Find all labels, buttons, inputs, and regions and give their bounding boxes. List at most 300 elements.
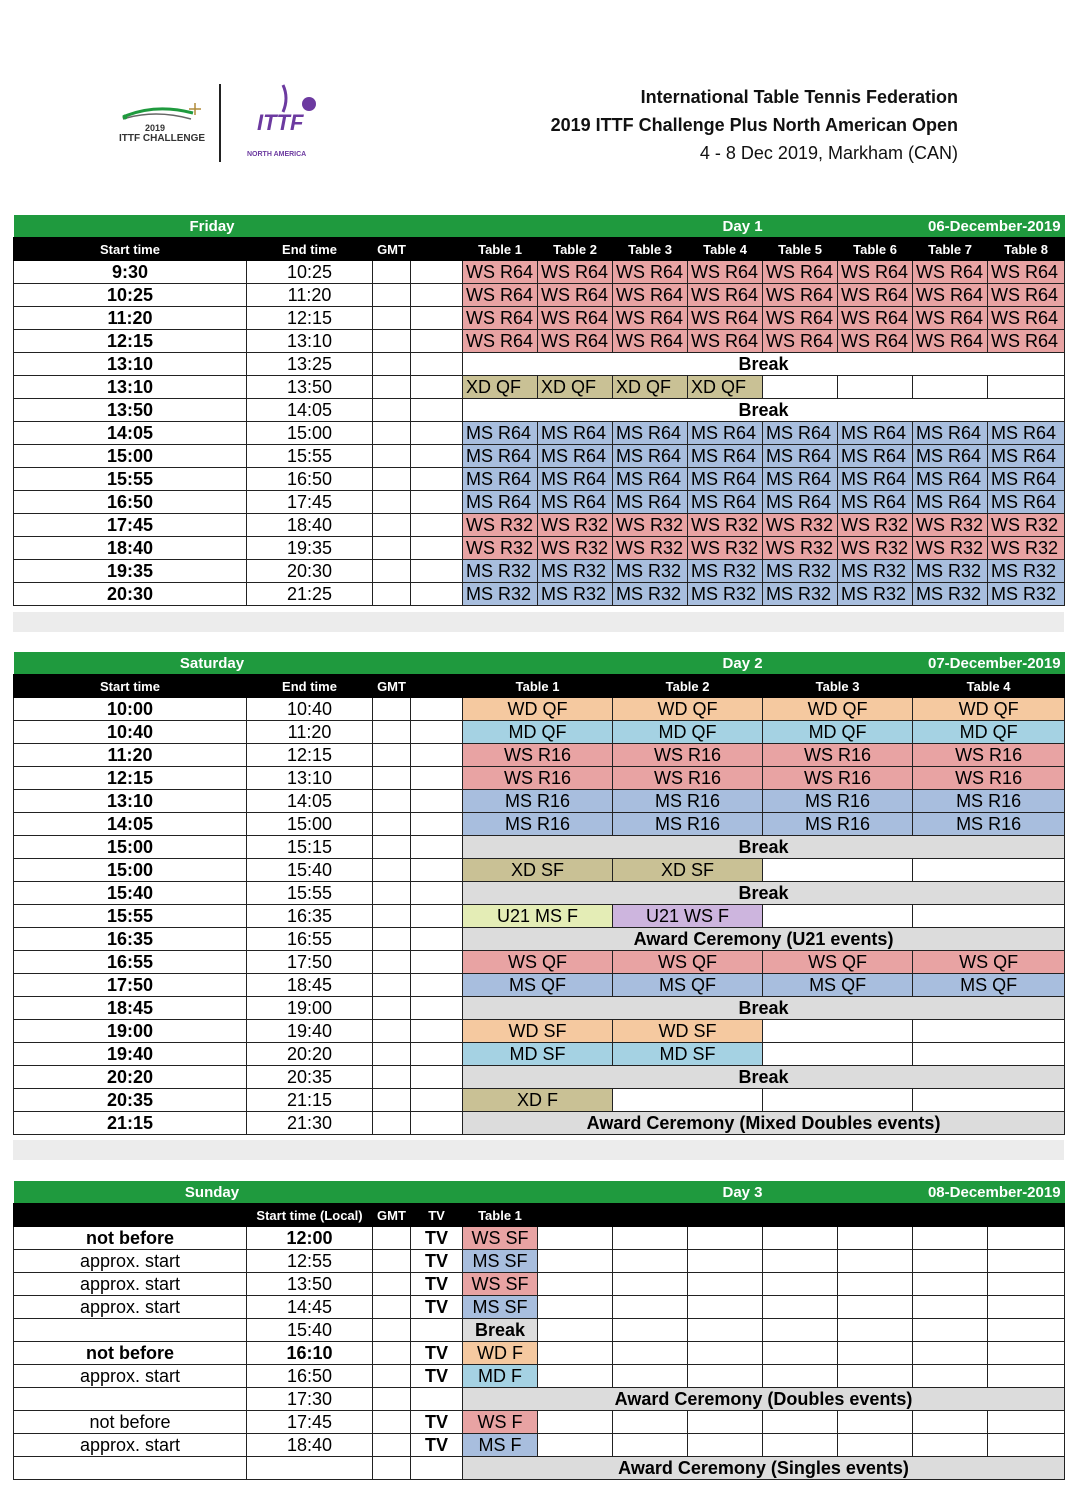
match-cell: MS SF xyxy=(463,1250,538,1273)
column-header xyxy=(913,1204,988,1227)
gmt-cell xyxy=(373,974,411,997)
start-time: 13:10 xyxy=(14,353,247,376)
column-header-row xyxy=(14,238,1065,261)
start-time: 13:10 xyxy=(14,790,247,813)
gmt-cell xyxy=(373,514,411,537)
schedule-row xyxy=(14,399,1065,422)
match-cell: WS R64 xyxy=(913,261,988,284)
column-header xyxy=(538,1204,613,1227)
schedule-row xyxy=(14,1043,1065,1066)
schedule-row xyxy=(14,1250,1065,1273)
empty-cell xyxy=(763,1020,913,1043)
end-time: 15:55 xyxy=(247,882,373,905)
empty-cell xyxy=(913,1250,988,1273)
empty-cell xyxy=(838,1365,913,1388)
blank-cell xyxy=(411,560,463,583)
match-cell: WS R64 xyxy=(838,330,913,353)
break-label: Award Ceremony (Mixed Doubles events) xyxy=(463,1112,1065,1135)
schedule-row xyxy=(14,353,1065,376)
match-cell: MS R64 xyxy=(763,468,838,491)
empty-cell xyxy=(913,1089,1065,1112)
gmt-cell xyxy=(373,790,411,813)
day-date: 08-December-2019 xyxy=(763,1181,1065,1204)
empty-cell xyxy=(538,1434,613,1457)
match-cell: MD QF xyxy=(463,721,613,744)
blank-cell xyxy=(411,813,463,836)
blank-cell xyxy=(411,330,463,353)
match-cell: MS R32 xyxy=(988,560,1065,583)
match-cell: WS R64 xyxy=(613,261,688,284)
column-header: Table 3 xyxy=(763,675,913,698)
match-cell: MS R32 xyxy=(538,583,613,606)
match-cell: MS R64 xyxy=(463,445,538,468)
empty-cell xyxy=(913,376,988,399)
blank-cell xyxy=(411,307,463,330)
schedule-row xyxy=(14,1342,1065,1365)
end-time: 13:10 xyxy=(247,767,373,790)
empty-cell xyxy=(988,1342,1065,1365)
match-cell: WS R32 xyxy=(613,514,688,537)
start-time: approx. start xyxy=(14,1434,247,1457)
match-cell: WS R64 xyxy=(688,261,763,284)
end-time: 14:05 xyxy=(247,790,373,813)
column-header-row xyxy=(14,675,1065,698)
gmt-cell xyxy=(373,1388,411,1411)
empty-cell xyxy=(613,1342,688,1365)
match-cell: MS R64 xyxy=(838,491,913,514)
schedule-row xyxy=(14,537,1065,560)
end-time: 12:55 xyxy=(247,1250,373,1273)
empty-cell xyxy=(613,1250,688,1273)
schedule-row xyxy=(14,1066,1065,1089)
end-time: 15:40 xyxy=(247,1319,373,1342)
blank-cell xyxy=(411,1043,463,1066)
blank-cell xyxy=(411,790,463,813)
match-cell: MD SF xyxy=(613,1043,763,1066)
match-cell: MS R32 xyxy=(913,560,988,583)
match-cell: MS R64 xyxy=(838,468,913,491)
gmt-cell xyxy=(373,399,411,422)
end-time: 16:10 xyxy=(247,1342,373,1365)
column-header xyxy=(988,1204,1065,1227)
match-cell: MS R32 xyxy=(763,583,838,606)
empty-cell xyxy=(838,1319,913,1342)
match-cell: WS R64 xyxy=(463,261,538,284)
break-label: Break xyxy=(463,399,1065,422)
match-cell: MS R16 xyxy=(913,813,1065,836)
empty-cell xyxy=(538,1296,613,1319)
end-time: 10:40 xyxy=(247,698,373,721)
start-time: 14:05 xyxy=(14,813,247,836)
blank-cell xyxy=(411,767,463,790)
match-cell: MS R64 xyxy=(763,445,838,468)
start-time: 20:20 xyxy=(14,1066,247,1089)
blank-cell xyxy=(411,1089,463,1112)
schedule-row xyxy=(14,997,1065,1020)
empty-cell xyxy=(763,1434,838,1457)
start-time: 10:00 xyxy=(14,698,247,721)
gmt-cell xyxy=(373,1365,411,1388)
match-cell: WS R64 xyxy=(838,284,913,307)
start-time: not before xyxy=(14,1227,247,1250)
gmt-cell xyxy=(373,1319,411,1342)
match-cell: WS SF xyxy=(463,1273,538,1296)
tv-flag xyxy=(411,1457,463,1480)
tv-flag: TV xyxy=(411,1227,463,1250)
gmt-cell xyxy=(373,1457,411,1480)
match-cell: MS R32 xyxy=(838,583,913,606)
match-cell: MS R32 xyxy=(763,560,838,583)
tv-flag: TV xyxy=(411,1342,463,1365)
match-cell: WS R32 xyxy=(763,537,838,560)
gmt-cell xyxy=(373,468,411,491)
match-cell: XD F xyxy=(463,1089,613,1112)
schedule-row xyxy=(14,284,1065,307)
match-cell: MS R32 xyxy=(913,583,988,606)
schedule-row xyxy=(14,974,1065,997)
start-time: 10:40 xyxy=(14,721,247,744)
match-cell: WD SF xyxy=(463,1020,613,1043)
column-header: GMT xyxy=(373,238,411,261)
match-cell: MS R16 xyxy=(763,813,913,836)
day-date: 07-December-2019 xyxy=(763,652,1065,675)
blank-cell xyxy=(411,284,463,307)
schedule-row xyxy=(14,1296,1065,1319)
gmt-cell xyxy=(373,1273,411,1296)
empty-cell xyxy=(763,1365,838,1388)
empty-cell xyxy=(538,1411,613,1434)
end-time: 16:50 xyxy=(247,468,373,491)
blank-cell xyxy=(411,537,463,560)
match-cell: WS R32 xyxy=(988,537,1065,560)
match-cell: WS R32 xyxy=(538,514,613,537)
start-time: 17:45 xyxy=(14,514,247,537)
match-cell: MS R64 xyxy=(613,491,688,514)
blank-cell xyxy=(411,951,463,974)
match-cell: MD SF xyxy=(463,1043,613,1066)
start-time: 19:00 xyxy=(14,1020,247,1043)
match-cell: WS R32 xyxy=(988,514,1065,537)
start-time xyxy=(14,1457,247,1480)
end-time: 18:45 xyxy=(247,974,373,997)
match-cell: WS QF xyxy=(613,951,763,974)
day-number: Day 3 xyxy=(463,1181,763,1204)
gmt-cell xyxy=(373,744,411,767)
schedule-row xyxy=(14,1411,1065,1434)
match-cell: XD QF xyxy=(538,376,613,399)
empty-cell xyxy=(988,1319,1065,1342)
match-cell: WS R64 xyxy=(913,307,988,330)
logo-right-main: ITTF xyxy=(257,110,304,135)
break-label: Break xyxy=(463,1319,538,1342)
empty-cell xyxy=(838,1434,913,1457)
match-cell: MS QF xyxy=(913,974,1065,997)
empty-cell xyxy=(688,1342,763,1365)
match-cell: WS R64 xyxy=(613,284,688,307)
blank-cell xyxy=(411,882,463,905)
schedule-day-1 xyxy=(13,215,1065,606)
schedule-row xyxy=(14,859,1065,882)
break-label: Break xyxy=(463,997,1065,1020)
end-time: 18:40 xyxy=(247,1434,373,1457)
gmt-cell xyxy=(373,307,411,330)
gmt-cell xyxy=(373,1020,411,1043)
schedule-row xyxy=(14,445,1065,468)
match-cell: MS R64 xyxy=(838,422,913,445)
match-cell: WS R64 xyxy=(538,307,613,330)
match-cell: XD QF xyxy=(463,376,538,399)
gmt-cell xyxy=(373,997,411,1020)
end-time: 14:45 xyxy=(247,1296,373,1319)
schedule-row xyxy=(14,790,1065,813)
empty-cell xyxy=(988,1411,1065,1434)
match-cell: MS R32 xyxy=(613,583,688,606)
schedule-row xyxy=(14,514,1065,537)
schedule-row xyxy=(14,1089,1065,1112)
match-cell: MS R64 xyxy=(613,468,688,491)
schedule-row xyxy=(14,836,1065,859)
schedule-row xyxy=(14,698,1065,721)
start-time: 20:30 xyxy=(14,583,247,606)
match-cell: MS R64 xyxy=(763,422,838,445)
match-cell: WS R32 xyxy=(688,537,763,560)
match-cell: WS R64 xyxy=(838,261,913,284)
empty-cell xyxy=(988,1296,1065,1319)
match-cell: WS R64 xyxy=(688,330,763,353)
gmt-cell xyxy=(373,1434,411,1457)
empty-cell xyxy=(988,376,1065,399)
match-cell: MS R32 xyxy=(463,560,538,583)
match-cell: WS R64 xyxy=(463,284,538,307)
start-time: 11:20 xyxy=(14,307,247,330)
end-time: 17:45 xyxy=(247,491,373,514)
match-cell: XD SF xyxy=(463,859,613,882)
match-cell: WS R64 xyxy=(988,330,1065,353)
match-cell: WS R32 xyxy=(538,537,613,560)
end-time: 16:35 xyxy=(247,905,373,928)
start-time: not before xyxy=(14,1411,247,1434)
schedule-row xyxy=(14,330,1065,353)
match-cell: XD SF xyxy=(613,859,763,882)
gmt-cell xyxy=(373,330,411,353)
match-cell: MS R16 xyxy=(613,790,763,813)
blank-cell xyxy=(411,376,463,399)
event-name: 2019 ITTF Challenge Plus North American Open xyxy=(550,115,958,135)
day-title-bar xyxy=(14,652,1065,675)
event-dates: 4 - 8 Dec 2019, Markham (CAN) xyxy=(699,143,958,163)
match-cell: WS R32 xyxy=(913,537,988,560)
schedule-row xyxy=(14,307,1065,330)
match-cell: MS R64 xyxy=(913,422,988,445)
start-time: 18:45 xyxy=(14,997,247,1020)
column-header: End time xyxy=(247,675,373,698)
match-cell: WS R16 xyxy=(463,767,613,790)
empty-cell xyxy=(613,1434,688,1457)
match-cell: MD F xyxy=(463,1365,538,1388)
empty-cell xyxy=(763,1273,838,1296)
section-gap xyxy=(13,1140,1064,1160)
start-time: 16:35 xyxy=(14,928,247,951)
match-cell: U21 MS F xyxy=(463,905,613,928)
column-header: Table 5 xyxy=(763,238,838,261)
empty-cell xyxy=(763,1227,838,1250)
schedule-row xyxy=(14,1365,1065,1388)
end-time: 20:20 xyxy=(247,1043,373,1066)
schedule-row xyxy=(14,491,1065,514)
start-time: approx. start xyxy=(14,1273,247,1296)
column-header xyxy=(688,1204,763,1227)
blank-cell xyxy=(411,928,463,951)
match-cell: WS R16 xyxy=(763,744,913,767)
match-cell: MS R64 xyxy=(913,445,988,468)
blank-cell xyxy=(411,422,463,445)
blank-cell xyxy=(411,445,463,468)
logo-right-sub: NORTH AMERICA xyxy=(247,151,307,158)
empty-cell xyxy=(688,1296,763,1319)
end-time: 12:15 xyxy=(247,744,373,767)
schedule-row xyxy=(14,1434,1065,1457)
blank-cell xyxy=(411,974,463,997)
empty-cell xyxy=(763,1089,913,1112)
match-cell: MS R64 xyxy=(913,491,988,514)
title-spacer xyxy=(411,215,463,238)
empty-cell xyxy=(538,1273,613,1296)
end-time: 21:15 xyxy=(247,1089,373,1112)
match-cell: MS R64 xyxy=(988,445,1065,468)
empty-cell xyxy=(538,1250,613,1273)
gmt-cell xyxy=(373,836,411,859)
match-cell: WS R64 xyxy=(463,330,538,353)
column-header: GMT xyxy=(373,675,411,698)
match-cell: WS QF xyxy=(913,951,1065,974)
match-cell: MS R16 xyxy=(913,790,1065,813)
end-time: 15:40 xyxy=(247,859,373,882)
match-cell: WD QF xyxy=(463,698,613,721)
page-header xyxy=(0,0,1080,210)
match-cell: MS R16 xyxy=(463,813,613,836)
tv-flag xyxy=(411,1388,463,1411)
gmt-cell xyxy=(373,1043,411,1066)
column-header xyxy=(411,675,463,698)
blank-cell xyxy=(411,721,463,744)
start-time: 19:35 xyxy=(14,560,247,583)
match-cell: MS R64 xyxy=(763,491,838,514)
match-cell: WS QF xyxy=(463,951,613,974)
column-header: Table 7 xyxy=(913,238,988,261)
match-cell: WS R16 xyxy=(463,744,613,767)
start-time: 17:50 xyxy=(14,974,247,997)
gmt-cell xyxy=(373,422,411,445)
empty-cell xyxy=(838,1250,913,1273)
match-cell: MS R64 xyxy=(913,468,988,491)
match-cell: MS R32 xyxy=(838,560,913,583)
empty-cell xyxy=(613,1411,688,1434)
match-cell: WS R64 xyxy=(763,261,838,284)
empty-cell xyxy=(538,1319,613,1342)
start-time xyxy=(14,1388,247,1411)
match-cell: WS R64 xyxy=(538,284,613,307)
empty-cell xyxy=(688,1250,763,1273)
start-time: approx. start xyxy=(14,1250,247,1273)
match-cell: WS R64 xyxy=(988,307,1065,330)
match-cell: WS R64 xyxy=(913,330,988,353)
gmt-cell xyxy=(373,951,411,974)
blank-cell xyxy=(411,905,463,928)
column-header: Start time (Local) xyxy=(247,1204,373,1227)
blank-cell xyxy=(411,399,463,422)
gmt-cell xyxy=(373,1411,411,1434)
empty-cell xyxy=(763,905,913,928)
schedule-row xyxy=(14,744,1065,767)
match-cell: MD QF xyxy=(913,721,1065,744)
empty-cell xyxy=(838,1273,913,1296)
empty-cell xyxy=(913,1411,988,1434)
empty-cell xyxy=(838,376,913,399)
tv-flag: TV xyxy=(411,1273,463,1296)
gmt-cell xyxy=(373,284,411,307)
empty-cell xyxy=(538,1227,613,1250)
match-cell: MS R64 xyxy=(688,491,763,514)
empty-cell xyxy=(913,1434,988,1457)
empty-cell xyxy=(988,1273,1065,1296)
empty-cell xyxy=(913,1043,1065,1066)
match-cell: WS R64 xyxy=(613,307,688,330)
empty-cell xyxy=(688,1434,763,1457)
start-time: 15:00 xyxy=(14,859,247,882)
column-header xyxy=(763,1204,838,1227)
blank-cell xyxy=(411,698,463,721)
blank-cell xyxy=(411,1020,463,1043)
gmt-cell xyxy=(373,445,411,468)
empty-cell xyxy=(838,1411,913,1434)
empty-cell xyxy=(763,1043,913,1066)
match-cell: WS R16 xyxy=(913,744,1065,767)
gmt-cell xyxy=(373,698,411,721)
start-time: 12:15 xyxy=(14,767,247,790)
blank-cell xyxy=(411,1066,463,1089)
empty-cell xyxy=(913,1319,988,1342)
schedule-day-3 xyxy=(13,1181,1065,1480)
start-time: 15:55 xyxy=(14,468,247,491)
match-cell: XD QF xyxy=(688,376,763,399)
match-cell: MS F xyxy=(463,1434,538,1457)
match-cell: MS R64 xyxy=(538,422,613,445)
empty-cell xyxy=(763,376,838,399)
end-time: 17:45 xyxy=(247,1411,373,1434)
blank-cell xyxy=(411,836,463,859)
start-time: 15:55 xyxy=(14,905,247,928)
match-cell: WS R16 xyxy=(763,767,913,790)
org-name: International Table Tennis Federation xyxy=(640,87,958,107)
logo-left-name: ITTF CHALLENGE xyxy=(119,133,206,144)
match-cell: MS R64 xyxy=(688,468,763,491)
match-cell: MS R64 xyxy=(988,491,1065,514)
column-header: Table 1 xyxy=(463,675,613,698)
gmt-cell xyxy=(373,491,411,514)
title-spacer xyxy=(411,652,463,675)
end-time: 12:15 xyxy=(247,307,373,330)
empty-cell xyxy=(538,1365,613,1388)
match-cell: MS R64 xyxy=(463,468,538,491)
empty-cell xyxy=(613,1296,688,1319)
ittf-challenge-logo xyxy=(115,95,210,155)
blank-cell xyxy=(411,491,463,514)
match-cell: WS R32 xyxy=(613,537,688,560)
start-time: 16:50 xyxy=(14,491,247,514)
match-cell: WS R64 xyxy=(613,330,688,353)
end-time: 21:25 xyxy=(247,583,373,606)
empty-cell xyxy=(913,1227,988,1250)
